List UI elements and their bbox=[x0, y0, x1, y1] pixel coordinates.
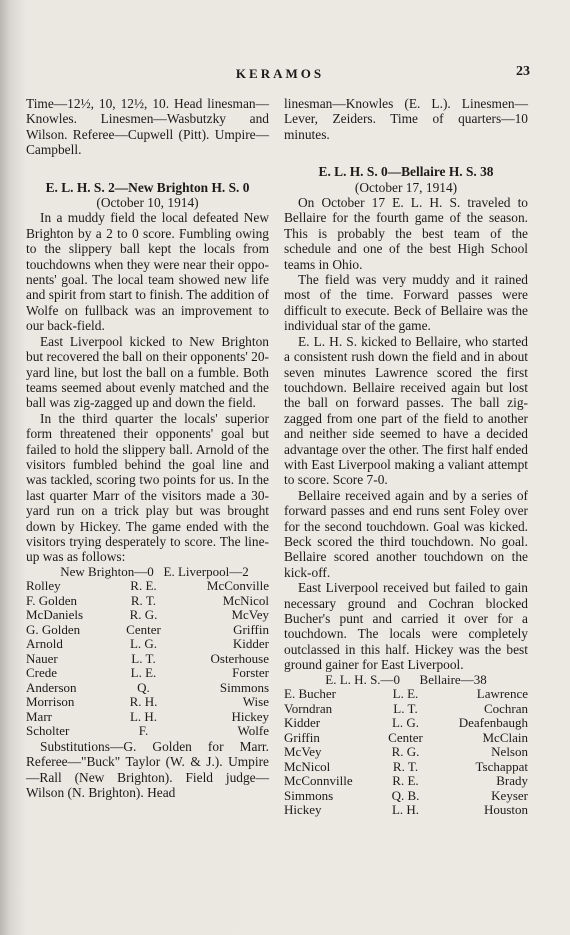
lineup-table-bellaire bbox=[284, 673, 528, 818]
game-date-new-brighton: (October 10, 1914) bbox=[96, 195, 199, 211]
game-report-paragraph: East Liverpool received but failed to gain necessary ground and Cochran blocked Bucher's punt and carried it over for a touchdown. The locals were completely outclassed in this half. Hickey was the best ground gainer for East Liverpool. bbox=[284, 580, 528, 673]
lineup-player-right: Tschappat bbox=[475, 758, 528, 774]
lineup-row bbox=[284, 774, 528, 789]
lineup-player-right: Wise bbox=[242, 694, 269, 710]
lineup-row bbox=[284, 716, 528, 731]
lineup-player-left: Simmons bbox=[284, 787, 334, 803]
lineup-player-right: Cochran bbox=[483, 700, 528, 716]
lineup-player-right: McNicol bbox=[222, 592, 269, 608]
lineup-position: Center bbox=[388, 729, 423, 745]
lineup-position: L. G. bbox=[391, 715, 420, 731]
left-column bbox=[26, 96, 269, 800]
lineup-player-right: Houston bbox=[483, 802, 528, 818]
lineup-player-right: Griffin bbox=[233, 621, 269, 637]
game-date-bellaire: (October 17, 1914) bbox=[354, 179, 458, 195]
lineup-player-right: Keyser bbox=[491, 787, 528, 803]
right-column bbox=[284, 96, 528, 818]
lineup-player-right: Hickey bbox=[231, 708, 269, 724]
lineup-player-right: McClain bbox=[482, 729, 528, 745]
lineup-row bbox=[26, 695, 269, 710]
lineup-table-new-brighton bbox=[26, 565, 269, 739]
lineup-position: R. T. bbox=[130, 592, 157, 608]
game-report-paragraph: In the third quarter the locals' superior form threatened their opponents' goal but failed to hold the slippery ball. Arnold of the visitors fumbled behind the goal line and was tackled, scoring two points for us. In the last quarter Marr of the visitors made a 30-yard run on a trick play but was brought down by Hickey. The game ended with the visitors trying desperately to score. The line-up was as follows: bbox=[26, 410, 269, 565]
lineup-player-left: E. Bucher bbox=[284, 686, 336, 702]
game-report-paragraph: The field was very muddy and it rained most of the time. Forward passes were difficult to execute. Beck of Bellaire was the individual star of the game. bbox=[284, 272, 528, 334]
lineup-player-left: Scholter bbox=[26, 723, 70, 739]
lineup-team-left: New Brighton—0 bbox=[60, 563, 154, 579]
lineup-team-right: E. Liverpool—2 bbox=[163, 563, 249, 579]
page-number: 23 bbox=[516, 64, 530, 79]
lineup-header-row bbox=[284, 673, 528, 688]
lineup-player-right: Kidder bbox=[232, 636, 269, 652]
game-title-new-brighton: E. L. H. S. 2—New Brighton H. S. 0 bbox=[45, 179, 250, 195]
lineup-position: L. T. bbox=[393, 700, 418, 716]
lineup-position: L. E. bbox=[130, 665, 157, 681]
lineup-row bbox=[26, 608, 269, 623]
lineup-row bbox=[26, 579, 269, 594]
lineup-row bbox=[284, 702, 528, 717]
lineup-row bbox=[284, 745, 528, 760]
lineup-position: R. H. bbox=[129, 694, 158, 710]
lineup-player-left: Crede bbox=[26, 665, 58, 681]
lineup-player-left: McConnville bbox=[284, 773, 353, 789]
lineup-team-right: Bellaire—38 bbox=[419, 671, 487, 687]
lineup-row bbox=[26, 710, 269, 725]
game-title-bellaire: E. L. H. S. 0—Bellaire H. S. 38 bbox=[318, 164, 494, 180]
lineup-row bbox=[284, 803, 528, 818]
lineup-player-right: Deafenbaugh bbox=[458, 715, 528, 731]
game-report-paragraph: Bellaire received again and by a series of forward passes and end runs sent Foley over for the second touchdown. Goal was kicked. Beck scored the third touchdown. No goal. Bellaire scored another touchdown on the kick-off. bbox=[284, 487, 528, 580]
lineup-position: R. T. bbox=[392, 758, 419, 774]
lineup-player-right: Brady bbox=[496, 773, 528, 789]
lineup-row bbox=[26, 724, 269, 739]
lineup-player-left: Anderson bbox=[26, 679, 77, 695]
lineup-position: L. H. bbox=[129, 708, 158, 724]
lineup-player-left: Kidder bbox=[284, 715, 321, 731]
lineup-player-right: McVey bbox=[231, 607, 269, 623]
lineup-player-left: Morrison bbox=[26, 694, 75, 710]
lineup-player-right: Nelson bbox=[491, 744, 528, 760]
lineup-row bbox=[26, 623, 269, 638]
lineup-position: Center bbox=[126, 621, 161, 637]
lineup-position: Q. bbox=[137, 679, 150, 695]
lineup-row bbox=[26, 637, 269, 652]
lineup-header-row bbox=[26, 565, 269, 580]
lineup-player-right: Lawrence bbox=[476, 686, 528, 702]
lineup-position: L. E. bbox=[392, 686, 419, 702]
lineup-row bbox=[26, 666, 269, 681]
lineup-position: R. G. bbox=[391, 744, 420, 760]
lineup-position: L. G. bbox=[129, 636, 158, 652]
game-report-paragraph: East Liverpool kicked to New Brighton but recovered the ball on their opponents' 20-yard line, but lost the ball on a fumble. Both teams seemed about evenly matched and the ball was zig-zagged up and down the field. bbox=[26, 333, 269, 411]
running-header: KERAMOS bbox=[235, 66, 325, 81]
lineup-position: R. E. bbox=[130, 578, 157, 594]
game-report-paragraph: On October 17 E. L. H. S. traveled to Bellaire for the fourth game of the season. This is probably the best team of the schedule and one of the best High School teams in Ohio. bbox=[284, 195, 528, 272]
lineup-player-left: Hickey bbox=[284, 802, 322, 818]
lineup-player-left: G. Golden bbox=[26, 621, 81, 637]
lineup-player-right: Simmons bbox=[219, 679, 269, 695]
lineup-row bbox=[284, 760, 528, 775]
lineup-player-left: McDaniels bbox=[26, 607, 84, 623]
lineup-player-right: Wolfe bbox=[237, 723, 269, 739]
lineup-player-left: Rolley bbox=[26, 578, 61, 594]
lineup-position: L. H. bbox=[391, 802, 420, 818]
lineup-player-left: Vorndran bbox=[284, 700, 333, 716]
lineup-position: Q. B. bbox=[391, 787, 420, 803]
left-intro-paragraph: Time—12½, 10, 12½, 10. Head linesman—Knowles. Linesmen—Wasbutzky and Wilson. Referee—Cupwell (Pitt). Umpire—Campbell. bbox=[26, 96, 269, 158]
lineup-player-right: McConville bbox=[206, 578, 269, 594]
lineup-row bbox=[26, 594, 269, 609]
lineup-player-right: Forster bbox=[232, 665, 269, 681]
lineup-player-left: Marr bbox=[26, 708, 52, 724]
substitutions-paragraph: Substitutions—G. Golden for Marr. Referee—"Buck" Taylor (W. & J.). Umpire—Rall (New Brighton). Field judge—Wilson (N. Brighton). Head bbox=[26, 738, 269, 800]
lineup-row bbox=[284, 731, 528, 746]
lineup-position: R. G. bbox=[129, 607, 158, 623]
lineup-row bbox=[26, 681, 269, 696]
lineup-player-right: Osterhouse bbox=[210, 650, 269, 666]
lineup-player-left: Griffin bbox=[284, 729, 320, 745]
lineup-position: L. T. bbox=[131, 650, 156, 666]
lineup-player-left: F. Golden bbox=[26, 592, 77, 608]
lineup-row bbox=[284, 789, 528, 804]
lineup-team-left: E. L. H. S.—0 bbox=[325, 671, 401, 687]
lineup-player-left: McVey bbox=[284, 744, 322, 760]
lineup-player-left: Arnold bbox=[26, 636, 63, 652]
game-report-paragraph: In a muddy field the local defeated New Brighton by a 2 to 0 score. Fumbling owing to the slippery ball kept the locals from touchdowns when they were near their opponents' goal. The local team showed new life and spirit from start to finish. The addition of Wolfe on fullback was an improvement to our back-field. bbox=[26, 210, 269, 334]
lineup-player-left: McNicol bbox=[284, 758, 331, 774]
lineup-row bbox=[284, 687, 528, 702]
lineup-position: R. E. bbox=[392, 773, 419, 789]
lineup-player-left: Nauer bbox=[26, 650, 58, 666]
lineup-row bbox=[26, 652, 269, 667]
lineup-position: F. bbox=[138, 723, 149, 739]
game-report-paragraph: E. L. H. S. kicked to Bellaire, who started a consistent rush down the field and in about seven minutes Lawrence scored the first touchdown. Bellaire received again but lost the ball on forward passes. The ball zig-zagged from one part of the field to another and neither side seemed to have a decided advantage over the other. The first half ended with East Liverpool making a valiant attempt to score. Score 7-0. bbox=[284, 333, 528, 488]
right-intro-paragraph: linesman—Knowles (E. L.). Linesmen—Lever, Zeiders. Time of quarters—10 minutes. bbox=[284, 96, 528, 142]
